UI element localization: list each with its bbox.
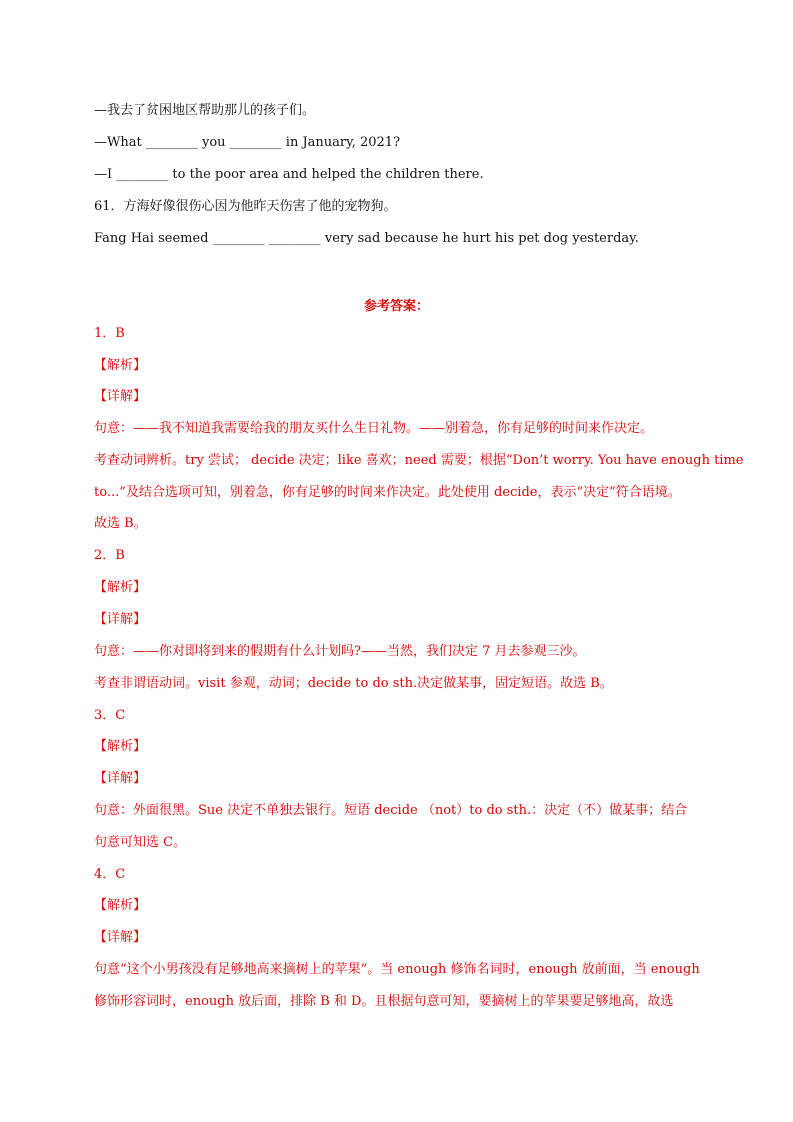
answer-1-line-2: 考查动词辨析。try 尝试； decide 决定；like 喜欢；need 需要；根据“Don’t worry. You have enough time [94, 453, 744, 468]
answer-2-number: 2．B [94, 548, 125, 563]
answer-1-analysis-label: 【解析】 [94, 358, 147, 373]
answers-title: 参考答案： [363, 299, 429, 314]
q60-english-line-2: —I ________ to the poor area and helped the children there. [94, 167, 484, 182]
answer-2-detail-label: 【详解】 [94, 612, 147, 627]
answer-4-line-1: 句意“这个小男孩没有足够地高来摘树上的苹果”。当 enough 修饰名词时，enough 放前面，当 enough [94, 962, 700, 977]
q61-english-line: Fang Hai seemed ________ ________ very sad because he hurt his pet dog yesterday. [94, 231, 639, 246]
answer-1-number: 1．B [94, 326, 125, 341]
q60-chinese-line: —我去了贫困地区帮助那儿的孩子们。 [94, 103, 316, 118]
answer-1-line-4: 故选 B。 [94, 516, 147, 531]
answer-1-detail-label: 【详解】 [94, 389, 147, 404]
answer-4-analysis-label: 【解析】 [94, 898, 147, 913]
answer-3-number: 3．C [94, 708, 126, 723]
answer-3-analysis-label: 【解析】 [94, 739, 147, 754]
answer-3-line-1: 句意：外面很黑。Sue 决定不单独去银行。短语 decide （not）to do sth.：决定（不）做某事；结合 [94, 803, 688, 818]
answer-4-line-2: 修饰形容词时，enough 放后面，排除 B 和 D。且根据句意可知，要摘树上的苹果要足够地高，故选 [94, 994, 674, 1009]
q61-chinese-line: 61．方海好像很伤心因为他昨天伤害了他的宠物狗。 [94, 199, 397, 214]
answer-3-line-2: 句意可知选 C。 [94, 835, 187, 850]
answer-1-line-3: to...”及结合选项可知，别着急，你有足够的时间来作决定。此处使用 decide，表示“决定”符合语境。 [94, 485, 681, 500]
answer-4-number: 4．C [94, 867, 126, 882]
answer-2-line-1: 句意：——你对即将到来的假期有什么计划吗?——当然，我们决定 7 月去参观三沙。 [94, 644, 586, 659]
q60-english-line-1: —What ________ you ________ in January, 2021? [94, 135, 401, 150]
answer-2-analysis-label: 【解析】 [94, 580, 147, 595]
answer-1-line-1: 句意：——我不知道我需要给我的朋友买什么生日礼物。——别着急，你有足够的时间来作决定。 [94, 421, 654, 436]
answer-3-detail-label: 【详解】 [94, 771, 147, 786]
answer-2-line-2: 考查非谓语动词。visit 参观，动词；decide to do sth.决定做某事，固定短语。故选 B。 [94, 676, 613, 691]
answer-4-detail-label: 【详解】 [94, 930, 147, 945]
